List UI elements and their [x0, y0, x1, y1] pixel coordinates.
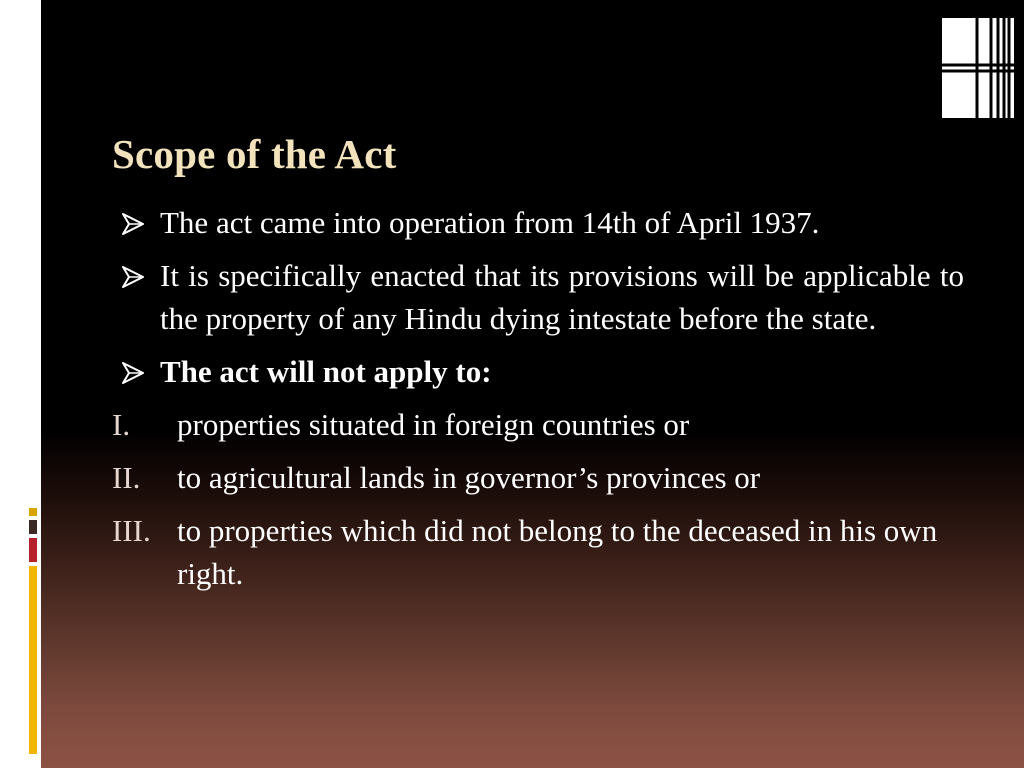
- window-grid-icon: [942, 18, 1014, 118]
- accent-bar-red: [29, 538, 37, 562]
- arrow-bullet-icon: [122, 266, 144, 288]
- bullet-text: The act will not apply to:: [160, 354, 492, 389]
- numbered-text: to properties which did not belong to the deceased in his own right.: [177, 513, 938, 591]
- numbered-item: [112, 403, 964, 446]
- slide-content: [112, 201, 964, 605]
- bullet-text: The act came into operation from 14th of April 1937.: [160, 205, 820, 240]
- bullet-list: [112, 201, 964, 393]
- arrow-bullet-icon: [122, 213, 144, 235]
- bullet-item: [112, 254, 964, 340]
- accent-bar-yellow-long: [29, 566, 37, 754]
- numbered-item: [112, 456, 964, 499]
- numbered-text: properties situated in foreign countries or: [177, 407, 690, 442]
- accent-bar-yellow-small: [29, 508, 37, 516]
- numbered-list: [112, 403, 964, 595]
- slide-title: Scope of the Act: [112, 131, 397, 177]
- numbered-item: [112, 509, 964, 595]
- bullet-item: [112, 350, 964, 393]
- numbered-text: to agricultural lands in governor’s provinces or: [177, 460, 761, 495]
- bullet-text: It is specifically enacted that its provisions will be applicable to the property of any Hindu dying intestate before the state.: [160, 258, 964, 336]
- numbered-marker: III.: [112, 513, 151, 548]
- bullet-item: [112, 201, 964, 244]
- numbered-marker: II.: [112, 460, 141, 495]
- accent-bar-dark: [29, 520, 37, 534]
- arrow-bullet-icon: [122, 362, 144, 384]
- numbered-marker: I.: [112, 407, 131, 442]
